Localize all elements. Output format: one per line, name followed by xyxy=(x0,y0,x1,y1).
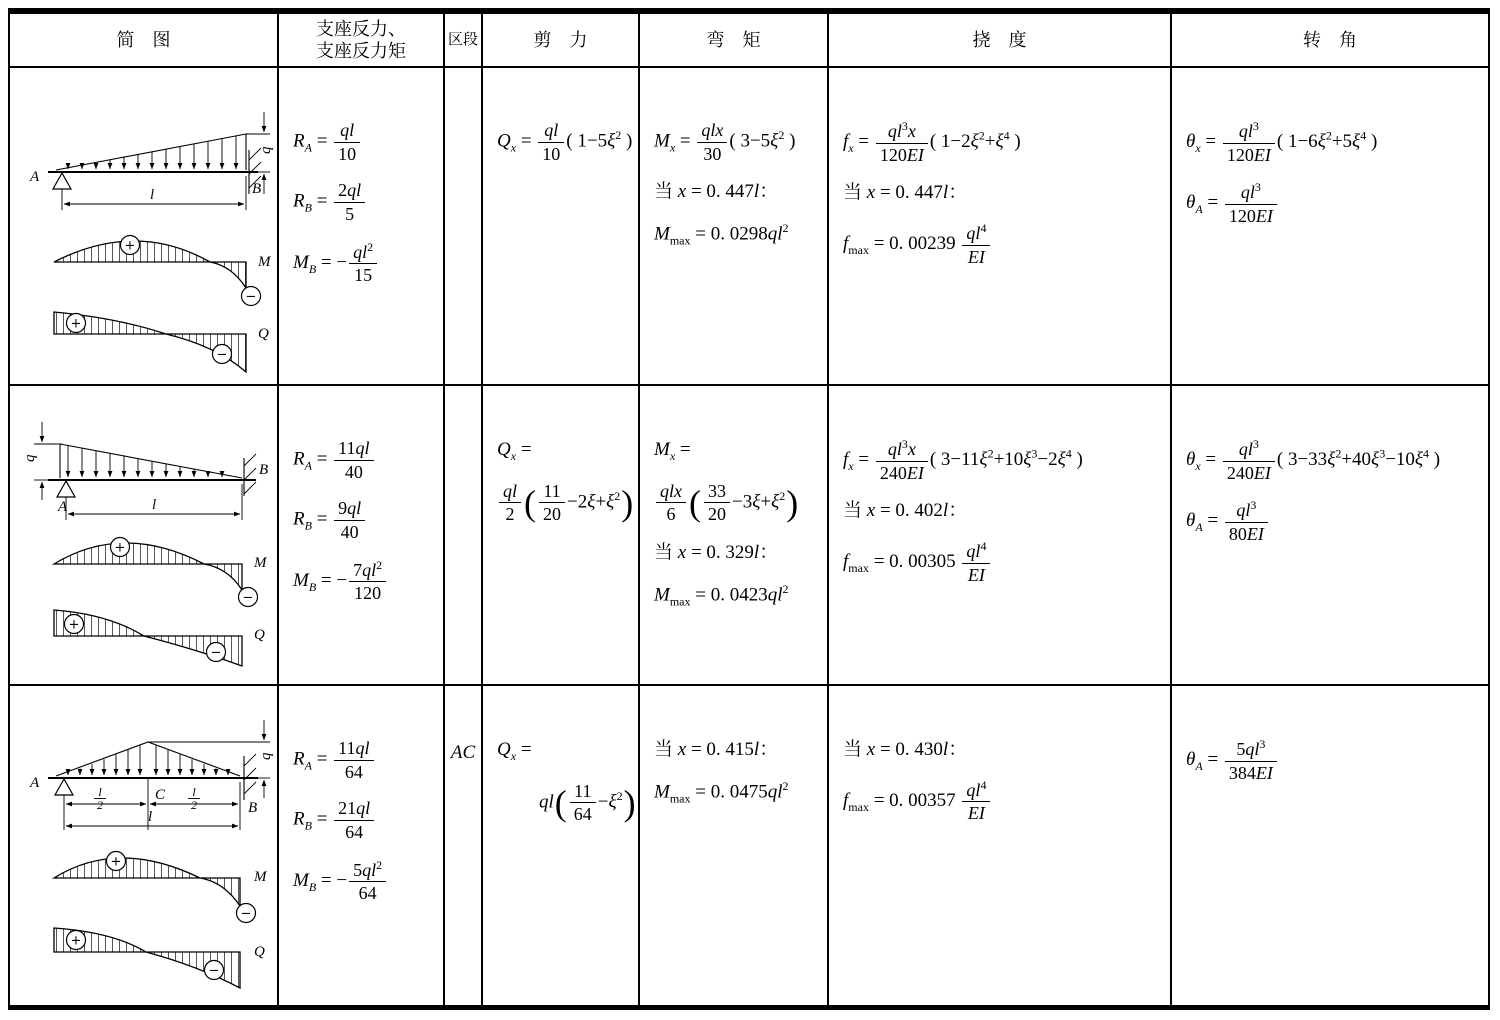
formula-line: 当 x = 0. 415l： xyxy=(654,739,779,760)
formula-line: $M_{max} = 0$. $0298ql^2$ xyxy=(654,221,789,248)
header-deflection: 挠 度 xyxy=(829,14,1172,68)
formula-line: $\theta_x$ = $\frac{ql^3}{240EI}$ ( $3-33\xi^2+40\xi^3-10\xi^4$ ) xyxy=(1186,437,1441,483)
formula-line: $\theta_A$ = $\frac{ql^3}{80EI}$ xyxy=(1186,499,1482,544)
pin-support-a xyxy=(57,481,75,497)
plus-sign-icon: + xyxy=(110,854,122,870)
half-length-denominator: 2 xyxy=(97,798,103,812)
moment-curve-label: M xyxy=(258,254,271,270)
beam-and-load xyxy=(48,444,256,480)
cell-rotation-row2 xyxy=(1172,386,1488,686)
cell-diagram-row2 xyxy=(10,386,279,686)
beam-diagram-row3 xyxy=(18,708,274,1005)
span-dimensions xyxy=(64,778,240,830)
formula-line: 当 x = 0. 402l： xyxy=(843,500,968,522)
formula-line: $Q_x$ = xyxy=(497,439,532,463)
half-length-denominator: 2 xyxy=(191,798,197,812)
fixed-support-b xyxy=(244,454,256,496)
segment-label: AC xyxy=(450,742,476,763)
formula-line: $M_x$ = xyxy=(654,439,691,463)
pin-support-a xyxy=(53,173,71,189)
support-a-label: A xyxy=(30,169,40,185)
moment-diagram xyxy=(54,236,272,306)
formula-line: $f_{max} = 0$. 00239 $\frac{ql^4}{EI}$ xyxy=(843,222,1164,267)
cell-deflection-row2 xyxy=(829,386,1172,686)
center-c-label: C xyxy=(155,787,166,803)
moment-curve-label: M xyxy=(254,869,267,885)
shear-curve-label: Q xyxy=(254,627,265,643)
header-rotation: 转 角 xyxy=(1172,14,1488,68)
length-dimension xyxy=(62,176,246,210)
length-l-label: l xyxy=(148,809,153,825)
formula-line: $R_A$ = $\frac{11ql}{40}$ xyxy=(293,438,437,482)
cell-deflection-row1 xyxy=(829,68,1172,386)
cell-moment-row1 xyxy=(640,68,829,386)
shear-curve-label: Q xyxy=(258,326,269,342)
cell-reactions-row3 xyxy=(279,686,445,1005)
moment-curve-label: M xyxy=(254,555,267,571)
cell-rotation-row1 xyxy=(1172,68,1488,386)
formula-line: $Q_x$ = xyxy=(497,739,532,763)
cell-moment-row2 xyxy=(640,386,829,686)
q-dimension xyxy=(148,720,274,798)
length-l-label: l xyxy=(152,497,157,513)
minus-sign-icon: − xyxy=(242,590,254,606)
support-a-label: A xyxy=(58,499,68,515)
formula-line: $\frac{ql}{2}$ ( $\frac{11}{20}$ $-2\xi+\xi^2$) xyxy=(497,481,632,525)
cell-diagram-row3 xyxy=(10,686,279,1005)
shear-diagram xyxy=(54,610,265,666)
formula-line: $f_{max} = 0$. 00357 $\frac{ql^4}{EI}$ xyxy=(843,779,1164,824)
formula-line: $f_x$ = $\frac{ql^3x}{240EI}$ ( $3-11\xi^2+10\xi^3-2\xi^4$ ) xyxy=(843,437,1083,483)
moment-diagram xyxy=(54,538,268,607)
cell-deflection-row3 xyxy=(829,686,1172,1005)
cell-diagram-row1 xyxy=(10,68,279,386)
plus-sign-icon: + xyxy=(68,617,80,633)
cell-reactions-row2 xyxy=(279,386,445,686)
cell-moment-row3 xyxy=(640,686,829,1005)
formula-line: $R_B$ = $\frac{2ql}{5}$ xyxy=(293,180,437,224)
length-dimension xyxy=(66,484,242,520)
formula-line: $R_A$ = $\frac{ql}{10}$ xyxy=(293,120,437,164)
formula-line: $M_{max} = 0$. $0423ql^2$ xyxy=(654,581,789,608)
moment-diagram xyxy=(54,852,268,923)
beam-diagram-row1 xyxy=(18,92,274,382)
formula-line: $\theta_x$ = $\frac{ql^3}{120EI}$ ( $1-6\xi^2+5\xi^4$ ) xyxy=(1186,119,1378,165)
support-a-label: A xyxy=(30,775,40,791)
formula-line: $M_x$ = $\frac{\text{qlx}}{30}$ ( $3-5\xi^2$ ) xyxy=(654,120,796,164)
cell-segment-row3 xyxy=(445,686,483,1005)
support-b-label: B xyxy=(248,800,258,816)
plus-sign-icon: + xyxy=(124,238,136,254)
plus-sign-icon: + xyxy=(114,540,126,556)
formula-line: $R_A$ = $\frac{11ql}{64}$ xyxy=(293,738,437,782)
half-length-numerator: l xyxy=(98,785,102,799)
shear-diagram xyxy=(54,928,265,988)
shear-diagram xyxy=(54,312,269,372)
header-reactions: 支座反力、 支座反力矩 xyxy=(279,14,445,68)
formula-line: $\theta_A$ = $\frac{ql^3}{120EI}$ xyxy=(1186,181,1482,226)
load-q-label: q xyxy=(258,752,274,760)
support-b-label: B xyxy=(259,462,269,478)
header-diagram: 简 图 xyxy=(10,14,279,68)
formula-line: $Q_x$ = $\frac{ql}{10}$ ( $1-5\xi^2$ ) xyxy=(497,120,633,164)
formula-line: $R_B$ = $\frac{9ql}{40}$ xyxy=(293,498,437,542)
cell-shear-row1 xyxy=(483,68,640,386)
cell-reactions-row1 xyxy=(279,68,445,386)
beam-and-load xyxy=(48,134,258,172)
minus-sign-icon: − xyxy=(245,289,257,305)
header-shear: 剪 力 xyxy=(483,14,640,68)
minus-sign-icon: − xyxy=(240,906,252,922)
header-segment: 区段 xyxy=(445,14,483,68)
formula-line: $\frac{\text{qlx}}{6}$ ( $\frac{33}{20}$ $-3\xi+\xi^2$) xyxy=(654,481,821,525)
formula-line: 当 x = 0. 329l： xyxy=(654,541,779,563)
cell-rotation-row3 xyxy=(1172,686,1488,1005)
formula-line: $\theta_A$ = $\frac{5ql^3}{384EI}$ xyxy=(1186,738,1482,783)
support-b-label: B xyxy=(252,181,262,197)
shear-curve-label: Q xyxy=(254,944,265,960)
minus-sign-icon: − xyxy=(208,963,220,979)
formula-line: $M_{max} = 0$. $0475ql^2$ xyxy=(654,778,789,806)
formula-line: 当 x = 0. 430l： xyxy=(843,739,968,760)
load-q-label: q xyxy=(258,146,274,154)
formula-line: $f_{max} = 0$. 00305 $\frac{ql^4}{EI}$ xyxy=(843,540,1164,585)
load-arrows xyxy=(68,745,228,775)
formula-line: $M_B$ = − $\frac{5ql^2}{64}$ xyxy=(293,859,437,904)
formula-line: $M_B$ = − $\frac{ql^2}{15}$ xyxy=(293,241,437,286)
beam-diagram-row2 xyxy=(18,404,274,679)
formula-line: 当 x = 0. 447l： xyxy=(654,181,779,203)
header-moment: 弯 矩 xyxy=(640,14,829,68)
beam-and-load xyxy=(48,742,258,778)
plus-sign-icon: + xyxy=(70,933,82,949)
pin-support-a xyxy=(55,779,73,795)
q-dimension xyxy=(22,422,62,500)
plus-sign-icon: + xyxy=(70,316,82,332)
formula-line: $M_B$ = − $\frac{7ql^2}{120}$ xyxy=(293,559,437,604)
length-l-label: l xyxy=(150,187,155,203)
formula-line: 当 x = 0. 447l： xyxy=(843,182,968,204)
formula-line: $R_B$ = $\frac{21ql}{64}$ xyxy=(293,798,437,842)
cell-segment-row1 xyxy=(445,68,483,386)
beam-formula-table xyxy=(8,8,1490,1010)
cell-segment-row2 xyxy=(445,386,483,686)
formula-line: $f_x$ = $\frac{ql^3x}{120EI}$ ( $1-2\xi^2+\xi^4$ ) xyxy=(843,119,1021,165)
minus-sign-icon: − xyxy=(216,347,228,363)
minus-sign-icon: − xyxy=(210,645,222,661)
cell-shear-row3 xyxy=(483,686,640,1005)
formula-line: ql( $\frac{11}{64}$ $-\xi^2$) xyxy=(539,780,636,825)
half-length-numerator: l xyxy=(192,785,196,799)
cell-shear-row2 xyxy=(483,386,640,686)
load-q-label: q xyxy=(22,454,38,462)
